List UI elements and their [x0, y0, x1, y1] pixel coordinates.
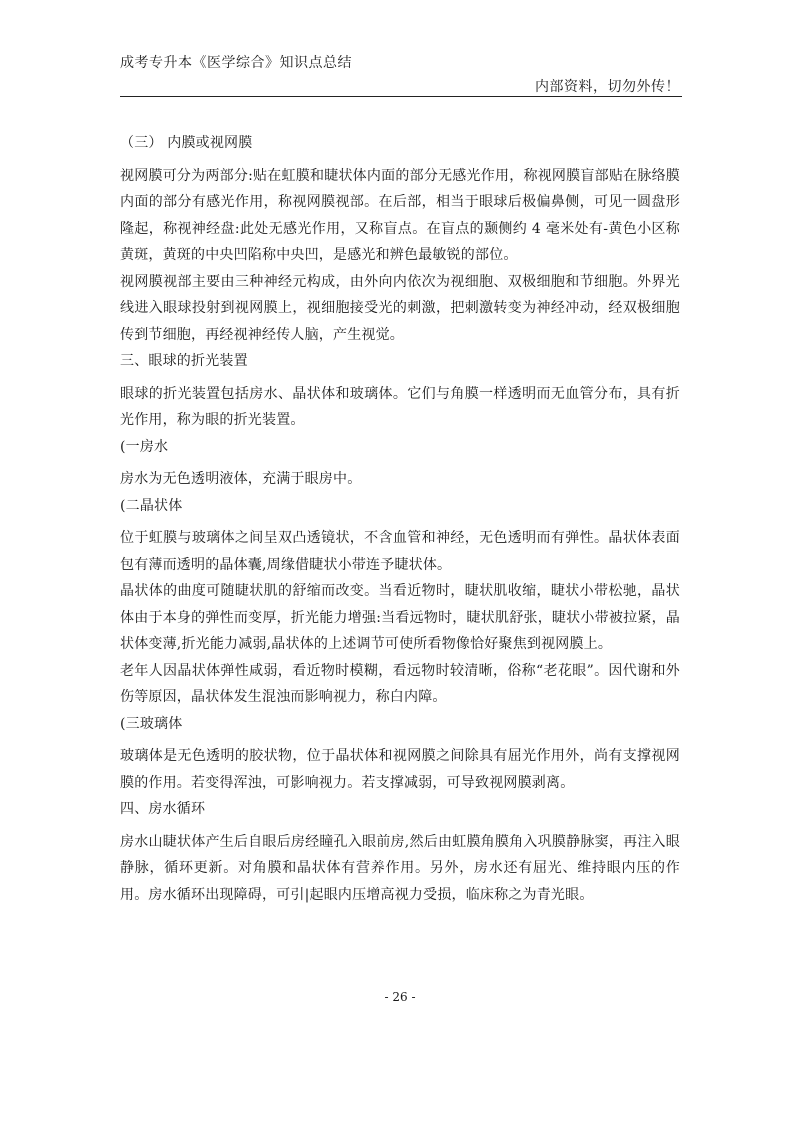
- paragraph-retina-parts: 视网膜可分为两部分:贴在虹膜和睫状体内面的部分无感光作用，称视网膜盲部贴在脉络膜内面的部分有感光作用，称视网膜视部。在后部，相当于眼球后极偏鼻侧，可见一圆盘形隆起，称视神经盘:此处无感光作用，又称盲点。在盲点的颞侧约 4 毫米处有-黄色小区称黄斑，黄斑的中央凹陷称中央凹，是感光和辨色最敏锐的部位。: [120, 167, 680, 263]
- paragraph-lens-accommodation: 晶状体的曲度可随睫状肌的舒缩而改变。当看近物时，睫状肌收缩，睫状小带松驰，晶状体由于本身的弹性而变厚，折光能力增强:当看远物时，睫状肌舒张，睫状小带被拉紧，晶状体变薄,折光能力减弱,晶状体的上述调节可使所看物像恰好聚焦到视网膜上。: [120, 583, 680, 652]
- paragraph-lens-presbyopia: 老年人因晶状体弹性咸弱，看近物时模糊，看远物时较清晰，俗称“老花眼”。因代谢和外伤等原因，晶状体发生混浊而影响视力，称白内障。: [120, 662, 680, 705]
- paragraph-vitreous: 玻璃体是无色透明的胶状物，位于晶状体和视网膜之间除具有屈光作用外，尚有支撑视网膜的作用。若变得浑浊，可影响视力。若支撑减弱，可导致视网膜剥离。: [120, 748, 680, 791]
- header-divider: [120, 96, 682, 97]
- document-header-title: 成考专升本《医学综合》知识点总结: [120, 55, 352, 71]
- section-heading-retina: （三） 内膜或视网膜: [120, 135, 253, 151]
- subheading-aqueous: (一房水: [120, 438, 169, 455]
- page-content: [120, 130, 680, 908]
- paragraph-aqueous: 房水为无色透明液体，充满于眼房中。: [120, 471, 362, 487]
- subheading-lens: (二晶状体: [120, 497, 183, 514]
- section-heading-refractive: 三、眼球的折光装置: [120, 353, 248, 369]
- paragraph-retina-neurons: 视网膜视部主要由三种神经元构成，由外向内依次为视细胞、双极细胞和节细胞。外界光线进入眼球投射到视网膜上，视细胞接受光的刺激，把刺激转变为神经冲动，经双极细胞传到节细胞，再经视神经传人脑，产生视觉。: [120, 273, 680, 343]
- page-number: - 26 -: [384, 990, 416, 1004]
- subheading-vitreous: (三玻璃体: [120, 715, 183, 732]
- paragraph-lens-structure: 位于虹膜与玻璃体之间呈双凸透镜状，不含血管和神经，无色透明而有弹性。晶状体表面包有薄而透明的晶体囊,周缘借睫状小带连予睫状体。: [120, 530, 680, 573]
- paragraph-aqueous-circulation: 房水山睫状体产生后自眼后房经瞳孔入眼前房,然后由虹膜角膜角入巩膜静脉窦，再注入眼静脉，循环更新。对角膜和晶状体有营养作用。另外，房水还有屈光、维持眼内压的作用。房水循环出现障碍，可引|起眼内压增高视力受损，临床称之为青光眼。: [120, 833, 680, 903]
- confidential-notice: 内部资料，切勿外传！: [535, 79, 680, 95]
- section-heading-aqueous-circulation: 四、房水循环: [120, 801, 206, 817]
- paragraph-refractive-apparatus: 眼球的折光装置包括房水、晶状体和玻璃体。它们与角膜一样透明而无血管分布，具有折光作用，称为眼的折光装置。: [120, 385, 680, 428]
